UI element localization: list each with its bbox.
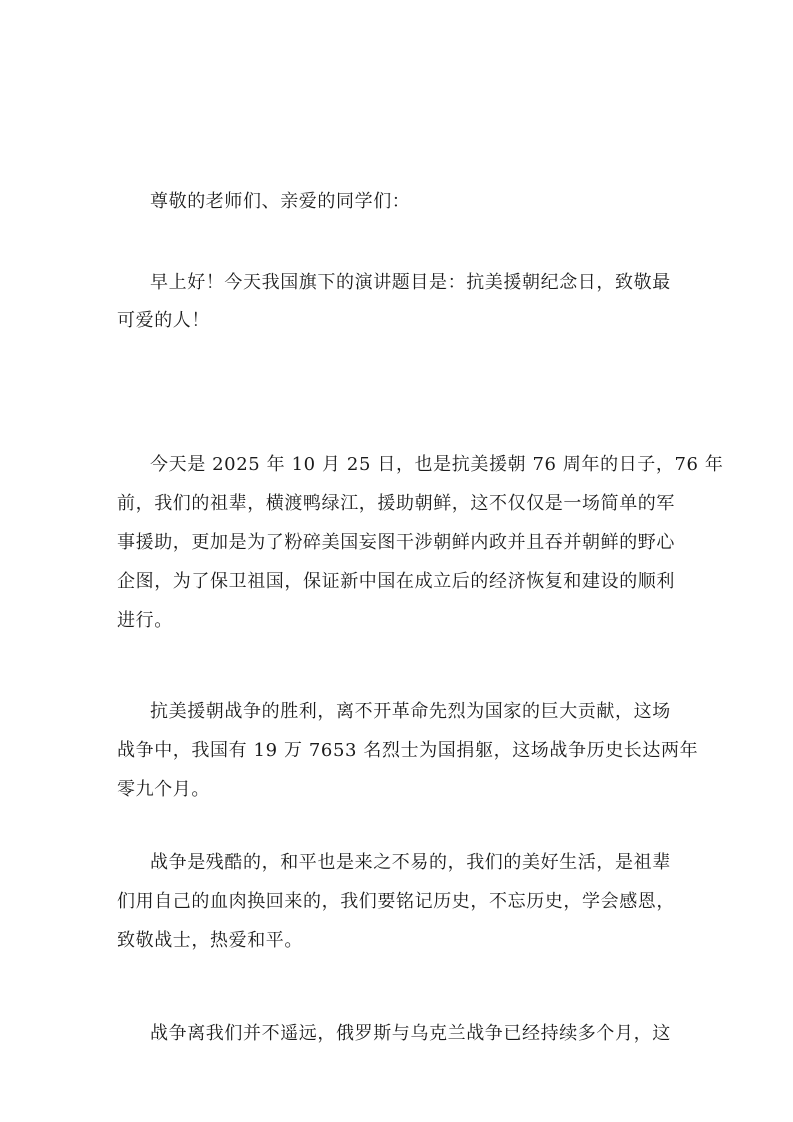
paragraph-1-line-2: 可爱的人！	[117, 310, 210, 331]
salutation-line: 尊敬的老师们、亲爱的同学们：	[150, 191, 411, 212]
paragraph-3-line-3: 零九个月。	[117, 779, 210, 800]
paragraph-4-line-1: 战争是残酷的，和平也是来之不易的，我们的美好生活，是祖辈	[150, 852, 671, 873]
paragraph-3-line-1: 抗美援朝战争的胜利，离不开革命先烈为国家的巨大贡献，这场	[150, 701, 671, 722]
paragraph-1-line-1: 早上好！今天我国旗下的演讲题目是：抗美援朝纪念日，致敬最	[150, 272, 671, 293]
paragraph-2-line-3: 事援助，更加是为了粉碎美国妄图干涉朝鲜内政并且吞并朝鲜的野心	[117, 532, 675, 553]
paragraph-4-line-2: 们用自己的血肉换回来的，我们要铭记历史，不忘历史，学会感恩，	[117, 891, 675, 912]
paragraph-5-line-1: 战争离我们并不遥远，俄罗斯与乌克兰战争已经持续多个月，这	[150, 1023, 671, 1044]
paragraph-3-line-2: 战争中，我国有 19 万 7653 名烈士为国捐躯，这场战争历史长达两年	[117, 740, 699, 761]
paragraph-4-line-3: 致敬战士，热爱和平。	[117, 930, 303, 951]
paragraph-2-line-2: 前，我们的祖辈，横渡鸭绿江，援助朝鲜，这不仅仅是一场简单的军	[117, 493, 675, 514]
paragraph-2-line-4: 企图，为了保卫祖国，保证新中国在成立后的经济恢复和建设的顺利	[117, 571, 675, 592]
paragraph-2-line-1: 今天是 2025 年 10 月 25 日，也是抗美援朝 76 周年的日子，76 年	[150, 454, 724, 475]
paragraph-2-line-5: 进行。	[117, 610, 173, 631]
